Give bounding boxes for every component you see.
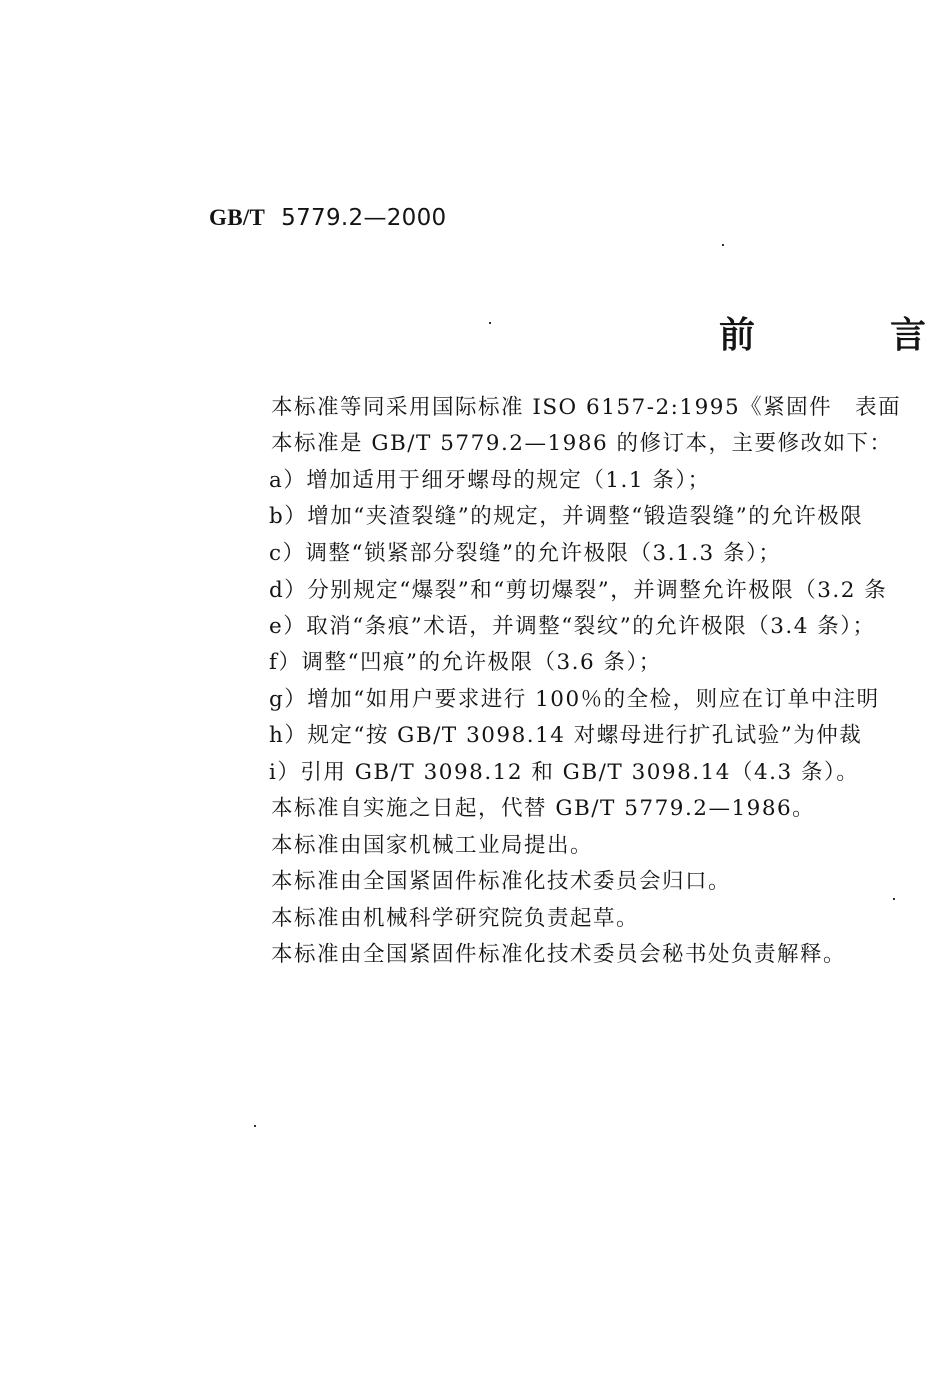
standard-prefix: GB/T bbox=[209, 205, 266, 230]
list-item-a: a）增加适用于细牙螺母的规定（1.1 条）； bbox=[269, 468, 711, 493]
page-title-char-1: 前 bbox=[719, 314, 756, 356]
standard-number: 5779.2—2000 bbox=[281, 205, 447, 231]
scan-speck bbox=[489, 322, 491, 324]
body-line-2: 本标准是 GB/T 5779.2—1986 的修订本，主要修改如下： bbox=[271, 431, 893, 456]
list-item-i: i）引用 GB/T 3098.12 和 GB/T 3098.14（4.3 条）。 bbox=[269, 760, 860, 785]
body-line-centralized: 本标准由全国紧固件标准化技术委员会归口。 bbox=[271, 869, 732, 894]
list-item-h: h）规定“按 GB/T 3098.14 对螺母进行扩孔试验”为仲裁 bbox=[269, 723, 863, 748]
body-line-interpreted: 本标准由全国紧固件标准化技术委员会秘书处负责解释。 bbox=[271, 942, 847, 967]
page-title-char-2: 言 bbox=[890, 314, 927, 356]
scan-speck bbox=[722, 244, 724, 246]
body-line-replaces: 本标准自实施之日起，代替 GB/T 5779.2—1986。 bbox=[271, 796, 816, 821]
list-item-f: f）调整“凹痕”的允许极限（3.6 条）； bbox=[269, 650, 662, 675]
list-item-d: d）分别规定“爆裂”和“剪切爆裂”，并调整允许极限（3.2 条 bbox=[269, 578, 888, 603]
body-line-drafted: 本标准由机械科学研究院负责起草。 bbox=[271, 906, 640, 931]
scan-speck bbox=[893, 898, 895, 900]
body-line-proposed: 本标准由国家机械工业局提出。 bbox=[271, 833, 594, 858]
list-item-b: b）增加“夹渣裂缝”的规定，并调整“锻造裂缝”的允许极限 bbox=[269, 504, 864, 529]
standard-code bbox=[209, 203, 446, 233]
body-line-1: 本标准等同采用国际标准 ISO 6157-2:1995《紧固件 表面 bbox=[271, 395, 902, 420]
scan-speck bbox=[254, 1125, 256, 1127]
list-item-e: e）取消“条痕”术语，并调整“裂纹”的允许极限（3.4 条）； bbox=[269, 614, 876, 639]
list-item-c: c）调整“锁紧部分裂缝”的允许极限（3.1.3 条）； bbox=[269, 541, 782, 566]
list-item-g: g）增加“如用户要求进行 100％的全检，则应在订单中注明 bbox=[269, 687, 880, 712]
